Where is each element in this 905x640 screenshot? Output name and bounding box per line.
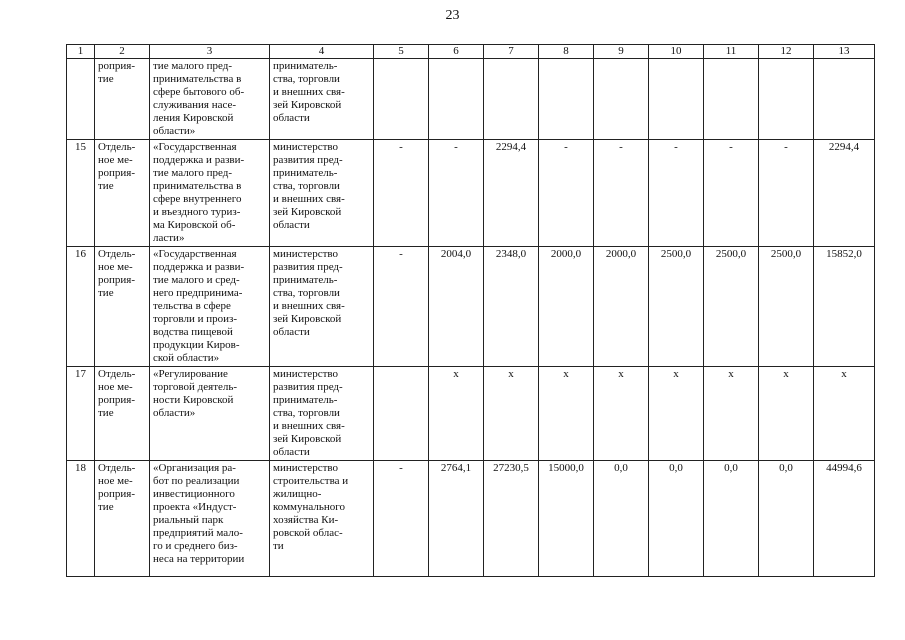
row-number-cell: 15 [67, 140, 95, 247]
text-line: тие [98, 73, 114, 85]
value-cell [594, 59, 649, 140]
row-number-cell: 18 [67, 461, 95, 577]
text-line: инвестиционного [153, 488, 235, 500]
value-cell: - [539, 140, 594, 247]
value-cell [539, 59, 594, 140]
event-name-cell [150, 367, 270, 461]
table-row [67, 140, 875, 247]
value-cell [704, 59, 759, 140]
value-cell: x [814, 367, 875, 461]
value-cell: x [484, 367, 539, 461]
value-cell: 0,0 [759, 461, 814, 577]
text-line: «Государственная [153, 141, 237, 153]
header-cell: 8 [539, 45, 594, 59]
header-cell: 12 [759, 45, 814, 59]
value-cell: 27230,5 [484, 461, 539, 577]
text-line: Отдель- [98, 368, 136, 380]
text-line: го и среднего биз- [153, 540, 238, 552]
text-line: зей Кировской [273, 313, 342, 325]
text-line: зей Кировской [273, 99, 342, 111]
text-line: ства, торговли [273, 73, 340, 85]
event-name-cell [150, 59, 270, 140]
value-cell: x [704, 367, 759, 461]
text-line: тие [98, 407, 114, 419]
program-table [66, 44, 875, 577]
event-name-cell [150, 461, 270, 577]
executor-cell [270, 367, 374, 461]
text-line: развития пред- [273, 154, 343, 166]
table-row [67, 59, 875, 140]
value-cell: x [539, 367, 594, 461]
text-line: ное ме- [98, 261, 133, 273]
text-line: ное ме- [98, 154, 133, 166]
text-line: роприя- [98, 60, 135, 72]
text-line: развития пред- [273, 381, 343, 393]
header-cell: 3 [150, 45, 270, 59]
text-line: развития пред- [273, 261, 343, 273]
text-line: коммунального [273, 501, 345, 513]
header-cell: 1 [67, 45, 95, 59]
value-cell: 2000,0 [539, 247, 594, 367]
text-line: «Государственная [153, 248, 237, 260]
text-line: области [273, 446, 310, 458]
text-line: области» [153, 125, 196, 137]
text-line: роприя- [98, 394, 135, 406]
text-line: тие [98, 287, 114, 299]
value-cell: 15852,0 [814, 247, 875, 367]
event-type-cell [95, 247, 150, 367]
text-line: служивания насе- [153, 99, 237, 111]
table-row [67, 461, 875, 577]
table-row [67, 367, 875, 461]
value-cell: x [649, 367, 704, 461]
text-line: водства пищевой [153, 326, 233, 338]
text-line: торговой деятель- [153, 381, 238, 393]
text-line: и въездного туриз- [153, 206, 241, 218]
row-number-cell: 17 [67, 367, 95, 461]
value-cell: x [594, 367, 649, 461]
text-line: роприя- [98, 274, 135, 286]
text-line: тие малого и сред- [153, 274, 240, 286]
text-line: Отдель- [98, 462, 136, 474]
text-line: поддержка и разви- [153, 154, 245, 166]
text-line: области [273, 112, 310, 124]
executor-cell [270, 59, 374, 140]
header-cell: 10 [649, 45, 704, 59]
value-cell [759, 59, 814, 140]
text-line: роприя- [98, 167, 135, 179]
text-line: торговли и произ- [153, 313, 237, 325]
text-line: риальный парк [153, 514, 224, 526]
value-cell: 44994,6 [814, 461, 875, 577]
text-line: ства, торговли [273, 407, 340, 419]
row-number-cell: 16 [67, 247, 95, 367]
header-cell: 7 [484, 45, 539, 59]
value-cell [484, 59, 539, 140]
text-line: строительства и [273, 475, 349, 487]
value-cell: 2294,4 [814, 140, 875, 247]
value-cell: x [759, 367, 814, 461]
text-line: «Организация ра- [153, 462, 236, 474]
text-line: «Регулирование [153, 368, 228, 380]
text-line: бот по реализации [153, 475, 240, 487]
text-line: ления Кировской [153, 112, 234, 124]
header-cell: 4 [270, 45, 374, 59]
value-cell: 2000,0 [594, 247, 649, 367]
header-cell: 2 [95, 45, 150, 59]
value-cell: 15000,0 [539, 461, 594, 577]
text-line: сфере бытового об- [153, 86, 245, 98]
text-line: тельства в сфере [153, 300, 231, 312]
text-line: приниматель- [273, 60, 338, 72]
text-line: Отдель- [98, 141, 136, 153]
text-line: принимательства в [153, 73, 242, 85]
text-line: министерство [273, 462, 339, 474]
text-line: поддержка и разви- [153, 261, 245, 273]
value-cell: 0,0 [649, 461, 704, 577]
event-type-cell [95, 367, 150, 461]
table-row [67, 247, 875, 367]
text-line: принимательства в [153, 180, 242, 192]
text-line: области» [153, 407, 196, 419]
text-line: тие [98, 180, 114, 192]
header-cell: 5 [374, 45, 429, 59]
text-line: тие малого пред- [153, 167, 233, 179]
event-name-cell [150, 140, 270, 247]
text-line: ное ме- [98, 475, 133, 487]
value-cell [374, 367, 429, 461]
executor-cell [270, 247, 374, 367]
text-line: ровской облас- [273, 527, 343, 539]
value-cell: 0,0 [704, 461, 759, 577]
text-line: неса на территории [153, 553, 245, 565]
value-cell: - [649, 140, 704, 247]
text-line: жилищно- [273, 488, 322, 500]
table-body [67, 45, 875, 577]
value-cell [649, 59, 704, 140]
event-type-cell [95, 461, 150, 577]
value-cell: 2348,0 [484, 247, 539, 367]
text-line: тие [98, 501, 114, 513]
value-cell: 2764,1 [429, 461, 484, 577]
value-cell: - [374, 247, 429, 367]
value-cell: 2500,0 [759, 247, 814, 367]
text-line: тие малого пред- [153, 60, 233, 72]
text-line: приниматель- [273, 167, 338, 179]
text-line: зей Кировской [273, 206, 342, 218]
text-line: хозяйства Ки- [273, 514, 339, 526]
value-cell: - [759, 140, 814, 247]
text-line: ской области» [153, 352, 220, 364]
text-line: министерство [273, 248, 339, 260]
executor-cell [270, 140, 374, 247]
text-line: ства, торговли [273, 287, 340, 299]
value-cell: 2294,4 [484, 140, 539, 247]
executor-cell [270, 461, 374, 577]
text-line: и внешних свя- [273, 420, 345, 432]
text-line: ности Кировской [153, 394, 234, 406]
text-line: министерство [273, 368, 339, 380]
text-line: роприя- [98, 488, 135, 500]
text-line: продукции Киров- [153, 339, 240, 351]
text-line: ма Кировской об- [153, 219, 236, 231]
text-line: него предпринима- [153, 287, 243, 299]
value-cell: 2004,0 [429, 247, 484, 367]
text-line: области [273, 219, 310, 231]
text-line: ное ме- [98, 381, 133, 393]
text-line: приниматель- [273, 274, 338, 286]
text-line: предприятий мало- [153, 527, 243, 539]
header-row [67, 45, 875, 59]
event-name-cell [150, 247, 270, 367]
text-line: ласти» [153, 232, 185, 244]
text-line: сфере внутреннего [153, 193, 242, 205]
text-line: области [273, 326, 310, 338]
text-line: приниматель- [273, 394, 338, 406]
text-line: ти [273, 540, 284, 552]
event-type-cell [95, 59, 150, 140]
value-cell: x [429, 367, 484, 461]
value-cell [374, 59, 429, 140]
header-cell: 6 [429, 45, 484, 59]
row-number-cell [67, 59, 95, 140]
value-cell: - [704, 140, 759, 247]
value-cell [429, 59, 484, 140]
text-line: Отдель- [98, 248, 136, 260]
header-cell: 13 [814, 45, 875, 59]
text-line: и внешних свя- [273, 86, 345, 98]
text-line: и внешних свя- [273, 300, 345, 312]
value-cell: 0,0 [594, 461, 649, 577]
event-type-cell [95, 140, 150, 247]
text-line: зей Кировской [273, 433, 342, 445]
header-cell: 9 [594, 45, 649, 59]
page-number: 23 [445, 8, 460, 23]
value-cell: - [374, 461, 429, 577]
value-cell: - [374, 140, 429, 247]
value-cell: - [594, 140, 649, 247]
text-line: министерство [273, 141, 339, 153]
text-line: проекта «Индуст- [153, 501, 237, 513]
value-cell [814, 59, 875, 140]
text-line: и внешних свя- [273, 193, 345, 205]
header-cell: 11 [704, 45, 759, 59]
value-cell: 2500,0 [649, 247, 704, 367]
value-cell: - [429, 140, 484, 247]
value-cell: 2500,0 [704, 247, 759, 367]
text-line: ства, торговли [273, 180, 340, 192]
